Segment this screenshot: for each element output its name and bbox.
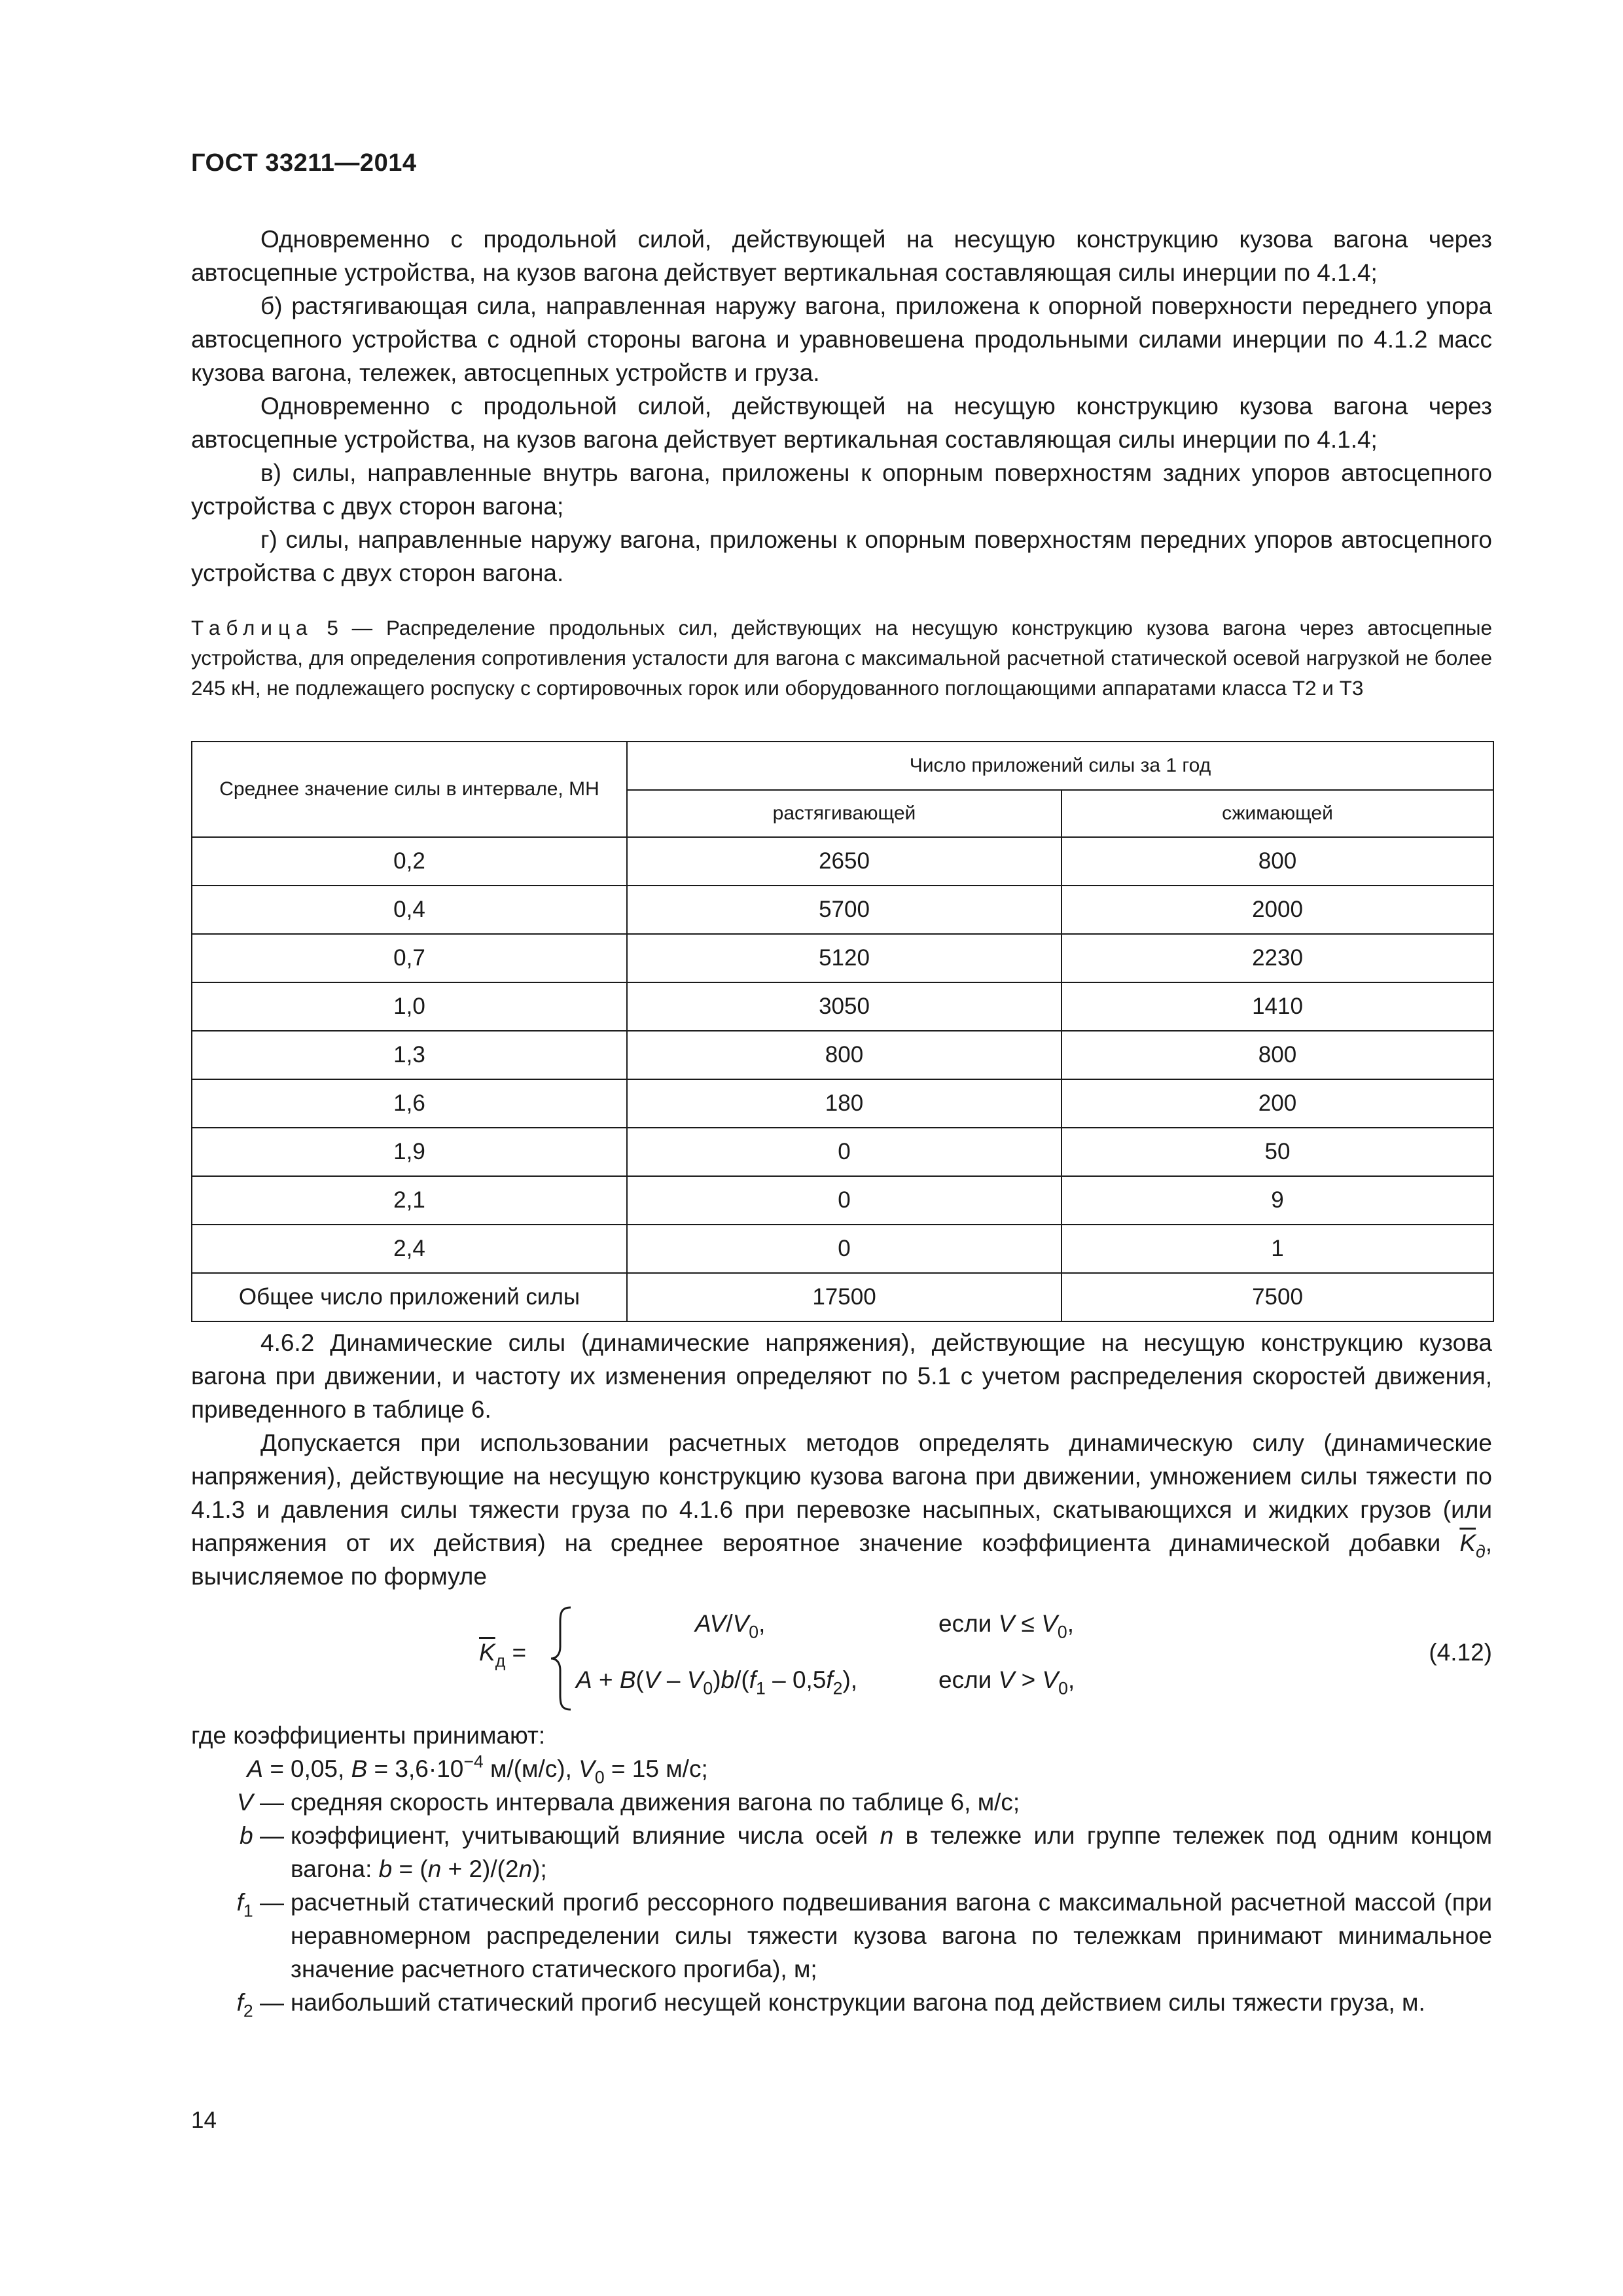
cell: 0 bbox=[627, 1176, 1061, 1225]
cell: 0 bbox=[627, 1225, 1061, 1273]
def-symbol: $f_2$ — bbox=[236, 1989, 284, 2021]
def-text: коэффициент, учитывающий влияние числа осей n в тележке или группе тележек под одним концом вагона: b = (n + 2)/(2n); bbox=[291, 1822, 1493, 1882]
cell: 180 bbox=[627, 1079, 1061, 1128]
formula-case-2: $A + B(V - V_0)b/(f_1 - 0,5f_2)$, bbox=[576, 1666, 858, 1698]
def-symbol: $f_1$ — bbox=[236, 1889, 284, 1921]
def-row-a bbox=[191, 1752, 1492, 1785]
cell: 7500 bbox=[1061, 1273, 1493, 1321]
column-header-compressive: сжимающей bbox=[1061, 790, 1493, 837]
table-row bbox=[192, 982, 1493, 1031]
paragraph-text-tail: , вычисляемое по формуле bbox=[191, 1530, 1493, 1590]
cell: 800 bbox=[627, 1031, 1061, 1079]
cell: 1410 bbox=[1061, 982, 1493, 1031]
cell: 1,0 bbox=[192, 982, 627, 1031]
def-symbol: b — bbox=[240, 1822, 284, 1849]
def-row-b bbox=[191, 1819, 1492, 1886]
def-symbol: A = bbox=[247, 1755, 284, 1782]
cell: 5120 bbox=[627, 934, 1061, 982]
cell: 0 bbox=[627, 1128, 1061, 1176]
table-row bbox=[192, 1079, 1493, 1128]
intro-text bbox=[191, 223, 1492, 590]
formula-lhs: $\overline{K}_д$ = bbox=[479, 1639, 527, 1671]
cell: 1,9 bbox=[192, 1128, 627, 1176]
document-code: ГОСТ 33211—2014 bbox=[191, 149, 417, 177]
paragraph: в) силы, направленные внутрь вагона, приложены к опорным поверхностям задних упоров автосцепного устройства с двух сторон вагона; bbox=[191, 459, 1492, 520]
coefficient-definitions bbox=[191, 1719, 1492, 2019]
cell: 0,7 bbox=[192, 934, 627, 982]
cell: 800 bbox=[1061, 1031, 1493, 1079]
force-distribution-table bbox=[191, 741, 1494, 1322]
def-text: расчетный статический прогиб рессорного подвешивания вагона с максимальной расчетной массой (при неравномерном распределении силы тяжести кузова вагона по тележкам принимают минимальное значение расчетного статического прогиба), м; bbox=[291, 1889, 1492, 1982]
cond-word: если bbox=[938, 1666, 992, 1693]
where-line: где коэффициенты принимают: bbox=[191, 1722, 546, 1749]
dynamic-forces-text bbox=[191, 1326, 1492, 1593]
def-text: наибольший статический прогиб несущей конструкции вагона под действием силы тяжести груза, м. bbox=[291, 1989, 1425, 2016]
column-group-header: Число приложений силы за 1 год bbox=[627, 742, 1493, 790]
cell: 1,6 bbox=[192, 1079, 627, 1128]
caption-label: Таблица bbox=[191, 616, 313, 639]
cell: 5700 bbox=[627, 886, 1061, 934]
table-row bbox=[192, 1176, 1493, 1225]
cell: 2000 bbox=[1061, 886, 1493, 934]
def-row-f1 bbox=[191, 1886, 1492, 1986]
table-row bbox=[192, 1225, 1493, 1273]
table-row bbox=[192, 837, 1493, 886]
formula-4-12 bbox=[191, 1602, 1492, 1713]
paragraph-text: Допускается при использовании расчетных методов определять динамическую силу (динамические напряжения), действующие на несущую конструкцию кузова вагона при движении, умножением силы тяжести по 4.1.3 и давления силы тяжести груза по 4.1.6 при перевозке насыпных, скатывающихся и жидких грузов (или напряжения от их действия) на среднее вероятное значение коэффициента динамической добавки bbox=[191, 1429, 1492, 1556]
formula-cond-2: если $V > V_0$, bbox=[938, 1666, 1075, 1698]
paragraph: б) растягивающая сила, направленная наружу вагона, приложена к опорной поверхности переднего упора автосцепного устройства с одной стороны вагона и уравновешена продольными силами инерции по 4.1.2 масс кузова вагона, тележек, автосцепных устройств и груза. bbox=[191, 293, 1492, 386]
kd-symbol: $\overline{K}_д$ bbox=[1459, 1530, 1486, 1562]
table-row-total bbox=[192, 1273, 1493, 1321]
equation-number: (4.12) bbox=[1429, 1639, 1492, 1666]
table-row bbox=[192, 1031, 1493, 1079]
cell: 2,4 bbox=[192, 1225, 627, 1273]
cell: 9 bbox=[1061, 1176, 1493, 1225]
cell: Общее число приложений силы bbox=[192, 1273, 627, 1321]
formula-cond-1: если $V \le V_0$, bbox=[938, 1610, 1074, 1642]
def-text: 0,05, $B = 3,6\cdot 10^{-4}$ м/(м/с), $V_0 = 15$ м/с; bbox=[291, 1751, 708, 1787]
caption-text: 5 — Распределение продольных сил, действующих на несущую конструкцию кузова вагона через автосцепные устройства, для определения сопротивления усталости для вагона с максимальной расчетной статической осевой нагрузкой не более 245 кН, не подлежащего роспуску с сортировочных горок или оборудованного поглощающими аппаратами класса Т2 и Т3 bbox=[191, 616, 1492, 700]
cell: 0,2 bbox=[192, 837, 627, 886]
cell: 3050 bbox=[627, 982, 1061, 1031]
cell: 1 bbox=[1061, 1225, 1493, 1273]
cell: 2230 bbox=[1061, 934, 1493, 982]
paragraph: Одновременно с продольной силой, действующей на несущую конструкцию кузова вагона через автосцепные устройства, на кузов вагона действует вертикальная составляющая силы инерции по 4.1.4; bbox=[191, 226, 1492, 286]
paragraph bbox=[191, 1426, 1492, 1593]
cell: 200 bbox=[1061, 1079, 1493, 1128]
def-row-v bbox=[191, 1785, 1492, 1819]
table-row bbox=[192, 886, 1493, 934]
cell: 50 bbox=[1061, 1128, 1493, 1176]
cell: 0,4 bbox=[192, 886, 627, 934]
cell: 2,1 bbox=[192, 1176, 627, 1225]
table-caption bbox=[191, 613, 1492, 703]
page-number: 14 bbox=[191, 2108, 217, 2133]
paragraph: 4.6.2 Динамические силы (динамические напряжения), действующие на несущую конструкцию кузова вагона при движении, и частоту их изменения определяют по 5.1 с учетом распределения скоростей движения, приведенного в таблице 6. bbox=[191, 1329, 1492, 1423]
def-symbol: V — bbox=[237, 1789, 284, 1816]
column-header-force: Среднее значение силы в интервале, МН bbox=[192, 742, 627, 837]
def-text: средняя скорость интервала движения вагона по таблице 6, м/с; bbox=[291, 1789, 1020, 1816]
def-row-f2 bbox=[191, 1986, 1492, 2019]
cond-word: если bbox=[938, 1610, 992, 1637]
cell: 2650 bbox=[627, 837, 1061, 886]
left-brace-icon bbox=[550, 1606, 573, 1711]
column-header-tensile: растягивающей bbox=[627, 790, 1061, 837]
table-row bbox=[192, 934, 1493, 982]
paragraph: Одновременно с продольной силой, действующей на несущую конструкцию кузова вагона через автосцепные устройства, на кузов вагона действует вертикальная составляющая силы инерции по 4.1.4; bbox=[191, 393, 1492, 453]
cell: 1,3 bbox=[192, 1031, 627, 1079]
formula-case-1: $AV/V_0$, bbox=[695, 1610, 766, 1642]
paragraph: г) силы, направленные наружу вагона, приложены к опорным поверхностям передних упоров автосцепного устройства с двух сторон вагона. bbox=[191, 526, 1492, 586]
cell: 17500 bbox=[627, 1273, 1061, 1321]
cell: 800 bbox=[1061, 837, 1493, 886]
table-row bbox=[192, 1128, 1493, 1176]
